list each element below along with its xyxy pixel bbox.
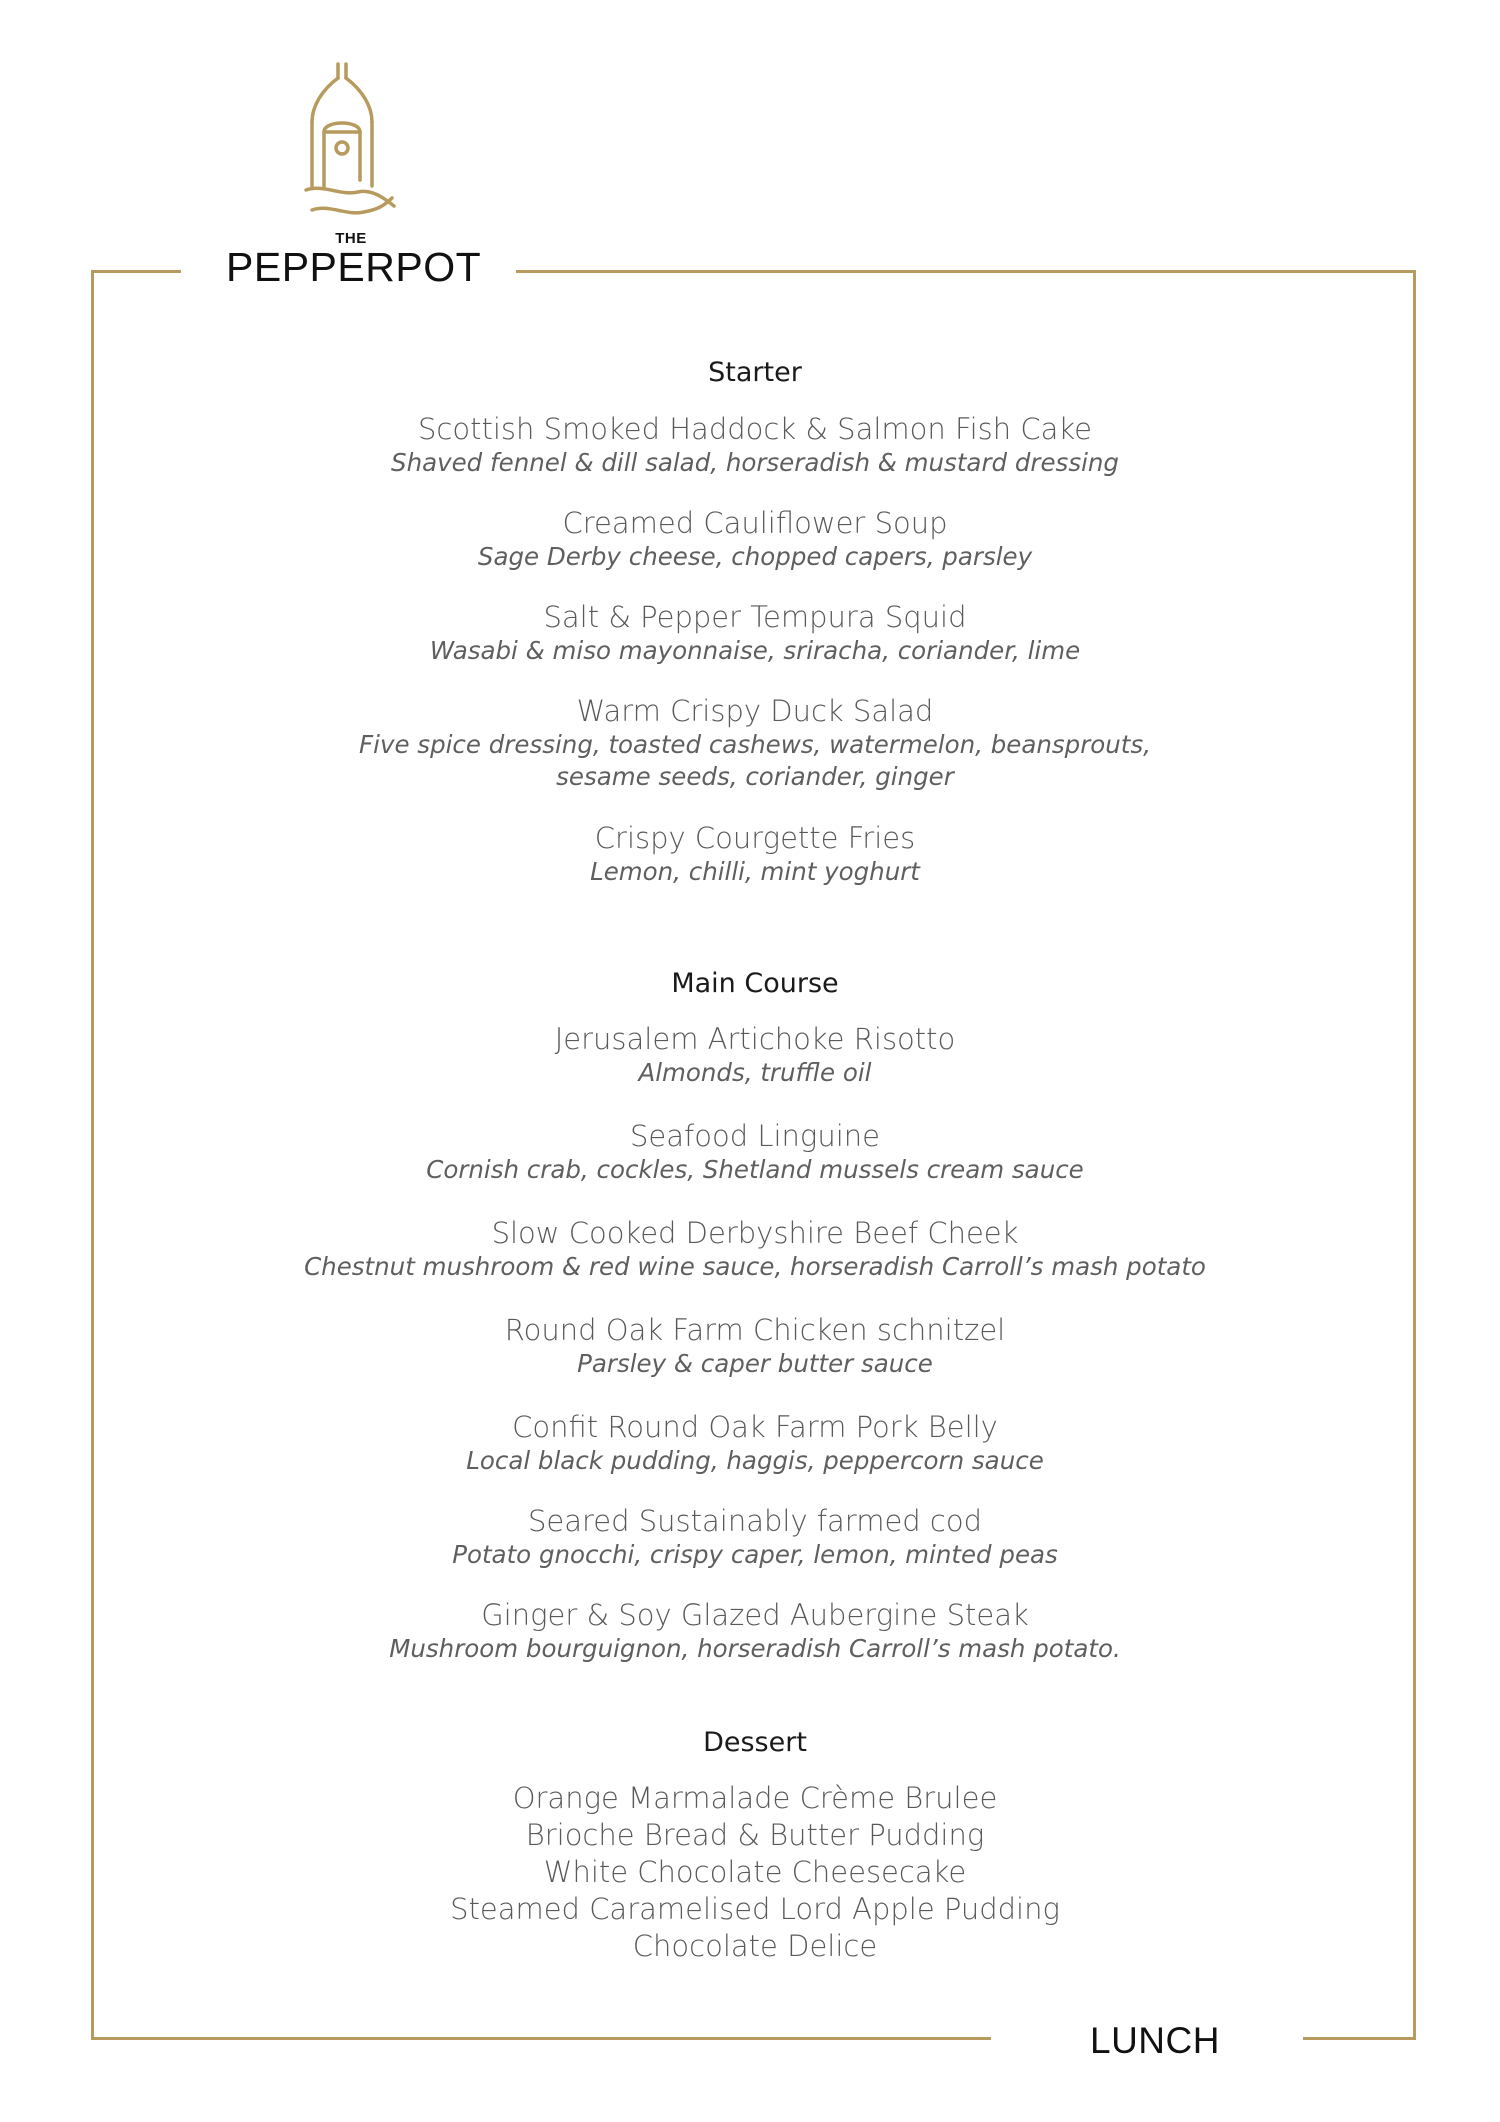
menu-item-name: Slow Cooked Derbyshire Beef Cheek — [491, 1216, 1019, 1250]
pepperpot-tower-icon — [302, 58, 402, 228]
section-heading-dessert: Dessert — [703, 1727, 807, 1758]
menu-item-name: Seared Sustainably farmed cod — [527, 1504, 983, 1538]
menu-item — [120, 599, 1390, 667]
section-dessert — [120, 1726, 1390, 1760]
menu-item-name: Salt & Pepper Tempura Squid — [543, 600, 967, 634]
dessert-item: Chocolate Delice — [632, 1929, 878, 1963]
menu-item-description-line2: sesame seeds, coriander, ginger — [556, 762, 954, 791]
menu-item — [120, 820, 1390, 888]
menu-item-description: Local black pudding, haggis, peppercorn sauce — [466, 1446, 1044, 1475]
menu-item-description: Potato gnocchi, crispy caper, lemon, minted peas — [452, 1540, 1058, 1569]
menu-item — [120, 1118, 1390, 1186]
menu-item — [120, 1409, 1390, 1477]
frame-left-edge — [91, 270, 94, 2040]
section-starter — [120, 356, 1390, 390]
menu-item — [120, 1021, 1390, 1089]
dessert-item: Orange Marmalade Crème Brulee — [512, 1781, 998, 1815]
brand-name: PEPPERPOT — [226, 244, 482, 290]
brand-logo — [226, 58, 482, 298]
frame-right-edge — [1413, 270, 1416, 2040]
menu-item-name: Confit Round Oak Farm Pork Belly — [512, 1410, 998, 1444]
menu-item — [120, 1503, 1390, 1571]
frame-top-left-segment — [91, 270, 181, 273]
menu-item — [120, 1215, 1390, 1283]
dessert-item: Brioche Bread & Butter Pudding — [525, 1818, 985, 1852]
menu-item-description: Sage Derby cheese, chopped capers, parsley — [477, 542, 1033, 571]
section-main-course — [120, 967, 1390, 1001]
section-heading-starter: Starter — [708, 357, 802, 388]
menu-item-description: Lemon, chilli, mint yoghurt — [590, 857, 920, 886]
menu-item-description: Mushroom bourguignon, horseradish Carroll’s mash potato. — [389, 1634, 1121, 1663]
menu-item-description: Cornish crab, cockles, Shetland mussels cream sauce — [426, 1155, 1084, 1184]
menu-item-description: Five spice dressing, toasted cashews, watermelon, beansprouts, — [359, 730, 1151, 759]
brand-the: THE — [335, 230, 367, 247]
menu-item-name: Scottish Smoked Haddock & Salmon Fish Cake — [418, 412, 1092, 446]
menu-label: LUNCH — [1090, 2020, 1220, 2061]
menu-item — [120, 505, 1390, 573]
section-heading-main-course: Main Course — [671, 968, 839, 999]
dessert-item: Steamed Caramelised Lord Apple Pudding — [450, 1892, 1060, 1926]
menu-item — [120, 1597, 1390, 1665]
menu-item-name: Ginger & Soy Glazed Aubergine Steak — [481, 1598, 1029, 1632]
menu-item-description: Parsley & caper butter sauce — [577, 1349, 933, 1378]
menu-item-name: Jerusalem Artichoke Risotto — [554, 1022, 956, 1056]
frame-bottom-right-segment — [1303, 2037, 1416, 2040]
menu-item-name: Crispy Courgette Fries — [594, 821, 916, 855]
frame-top-right-segment — [516, 270, 1416, 273]
menu-item — [120, 693, 1390, 793]
menu-item-name: Creamed Cauliflower Soup — [562, 506, 948, 540]
menu-item — [120, 411, 1390, 479]
menu-item-name: Warm Crispy Duck Salad — [576, 694, 934, 728]
menu-item — [120, 1312, 1390, 1380]
frame-bottom-left-segment — [91, 2037, 991, 2040]
menu-item-name: Round Oak Farm Chicken schnitzel — [504, 1313, 1006, 1347]
menu-item-description: Chestnut mushroom & red wine sauce, horseradish Carroll’s mash potato — [304, 1252, 1206, 1281]
dessert-list — [120, 1780, 1390, 1965]
menu-item-description: Shaved fennel & dill salad, horseradish & mustard dressing — [391, 448, 1119, 477]
menu-item-description: Almonds, truffle oil — [638, 1058, 872, 1087]
menu-item-name: Seafood Linguine — [630, 1119, 880, 1153]
dessert-item: White Chocolate Cheesecake — [543, 1855, 967, 1889]
menu-item-description: Wasabi & miso mayonnaise, sriracha, coriander, lime — [429, 636, 1081, 665]
